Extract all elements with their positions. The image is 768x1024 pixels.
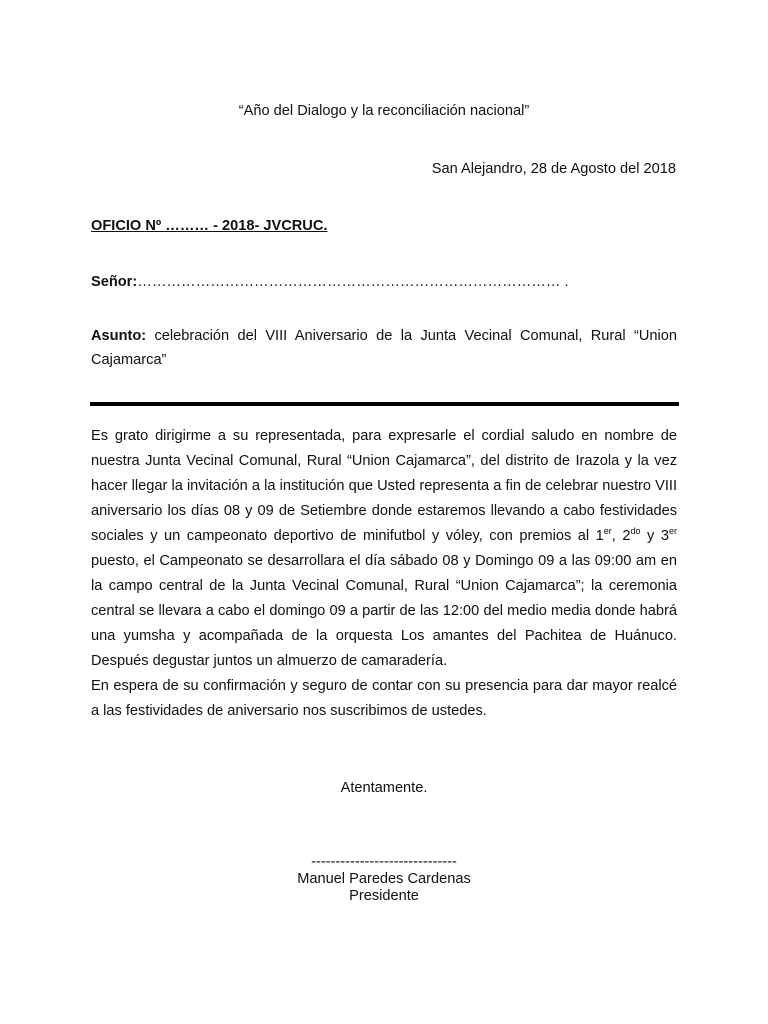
- signatory-name: Manuel Paredes Cardenas: [297, 871, 471, 887]
- recipient-label: Señor:: [91, 274, 138, 290]
- recipient-line: [91, 273, 569, 291]
- place-and-date: San Alejandro, 28 de Agosto del 2018: [431, 161, 676, 177]
- subject-line: [91, 324, 677, 372]
- signatory-title: Presidente: [349, 888, 419, 904]
- body-text-part: y 3: [640, 528, 669, 544]
- body-text-part: , 2: [611, 528, 631, 544]
- signature-block: [234, 854, 534, 905]
- subject-text: celebración del VIII Aniversario de la Junta Vecinal Comunal, Rural “Union Cajamarca”: [91, 328, 677, 368]
- year-motto: “Año del Dialogo y la reconciliación nacional”: [238, 103, 530, 119]
- horizontal-divider: [90, 402, 679, 406]
- oficio-number: OFICIO Nº ……… - 2018- JVCRUC.: [91, 218, 328, 234]
- subject-label: Asunto:: [91, 328, 147, 344]
- body-paragraph-2: En espera de su confirmación y seguro de contar con su presencia para dar mayor realcé a las festividades de aniversario nos suscribimos de ustedes.: [91, 678, 677, 719]
- body-paragraph-1: [91, 424, 677, 674]
- body-text-part: puesto, el Campeonato se desarrollara el día sábado 08 y Domingo 09 a las 09:00 am en la campo central de la Junta Vecinal Comunal, Rural “Union Cajamarca”; la ceremonia central se llevara a cabo el domingo 09 a partir de las 12:00 del medio media donde habrá una yumsha y acompañada de la orquesta Los amantes del Pachitea de Huánuco. Después degustar juntos un almuerzo de camaradería.: [91, 553, 677, 669]
- signature-line: ------------------------------: [311, 854, 457, 870]
- ordinal-superscript: er: [603, 526, 612, 536]
- ordinal-superscript: er: [668, 526, 677, 536]
- recipient-placeholder-dots: …………………………………………………………………………… .: [137, 274, 569, 290]
- ordinal-superscript: do: [630, 526, 641, 536]
- closing-salutation: Atentamente.: [340, 780, 428, 796]
- body-text-part: Es grato dirigirme a su representada, para expresarle el cordial saludo en nombre de nuestra Junta Vecinal Comunal, Rural “Union Cajamarca”, del distrito de Irazola y la vez hacer llegar la invitación a la institución que Usted representa a fin de celebrar nuestro VIII aniversario los días 08 y 09 de Setiembre donde estaremos llevando a cabo festividades sociales y un campeonato deportivo de minifutbol y vóley, con premios al 1: [91, 428, 677, 544]
- letter-body: [91, 424, 677, 724]
